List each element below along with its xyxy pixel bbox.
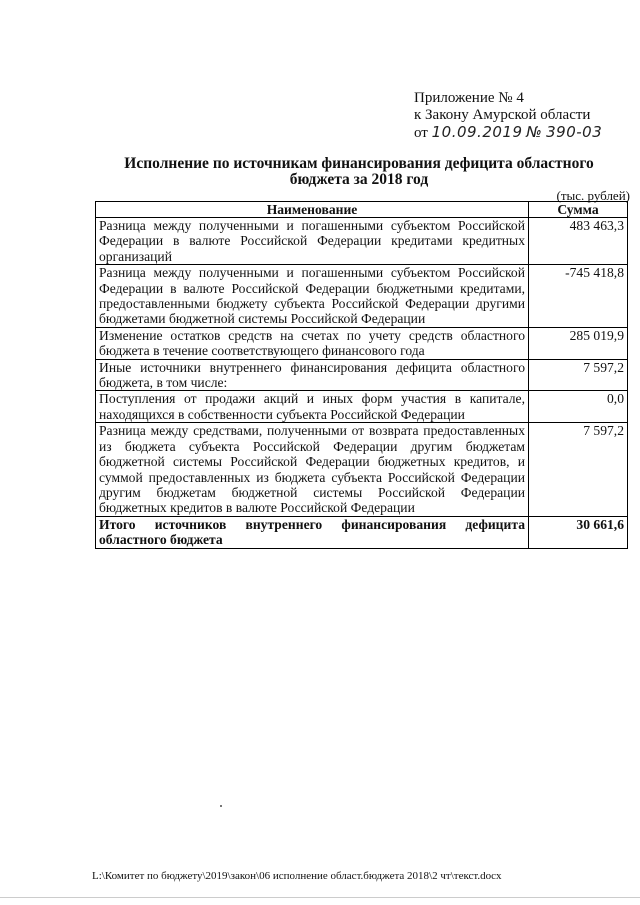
- header-amount: Сумма: [529, 202, 628, 218]
- row-name: Изменение остатков средств на счетах по учету средств областного бюджета в течение соответствующего финансового года: [96, 327, 529, 359]
- row-name: Разница между полученными и погашенными субъектом Российской Федерации в валюте Российской Федерации бюджетными кредитами, предоставленными бюджету субъекта Российской Федерации другими бюджетами бюджетной системы Российской Федерации: [96, 265, 529, 328]
- annex-law-reference: к Закону Амурской области: [414, 107, 591, 123]
- row-amount: 483 463,3: [529, 218, 628, 265]
- row-amount: -745 418,8: [529, 265, 628, 328]
- handwritten-date: 10.09.2019: [431, 123, 523, 141]
- header-name: Наименование: [96, 202, 529, 218]
- annex-block: [414, 90, 629, 142]
- total-row: [96, 516, 628, 548]
- row-name: Поступления от продажи акций и иных форм участия в капитале, находящихся в собственности субъекта Российской Федерации: [96, 391, 529, 423]
- row-name: Разница между средствами, полученными от возврата предоставленных из бюджета субъекта Российской Федерации другим бюджетам бюджетной системы Российской Федерации бюджетных кредитов, и суммой предоставленных из бюджета субъекта Российской Федерации другим бюджетам бюджетной системы Российской Федерации бюджетных кредитов в валюте Российской Федерации: [96, 423, 529, 516]
- file-path-footer: L:\Комитет по бюджету\2019\закон\06 исполнение област.бюджета 2018\2 чт\текст.docx: [92, 870, 502, 882]
- table-row: [96, 265, 628, 328]
- handwritten-number-sign: №: [526, 123, 543, 141]
- annex-date-prefix: от: [414, 125, 428, 141]
- annex-number: Приложение № 4: [414, 90, 524, 106]
- financing-table: [95, 201, 628, 549]
- table-row: [96, 218, 628, 265]
- row-amount: 285 019,9: [529, 327, 628, 359]
- handwritten-law-number: 390-03: [546, 123, 603, 141]
- row-amount: 0,0: [529, 391, 628, 423]
- table-header-row: [96, 202, 628, 218]
- scan-edge-line: [0, 897, 640, 898]
- total-name: Итого источников внутреннего финансирования дефицита областного бюджета: [96, 516, 529, 548]
- row-name: Разница между полученными и погашенными субъектом Российской Федерации в валюте Российской Федерации кредитами кредитных организаций: [96, 218, 529, 265]
- scan-speck: [220, 805, 222, 807]
- table-row: [96, 391, 628, 423]
- document-title: Исполнение по источникам финансирования дефицита областного бюджета за 2018 год: [124, 155, 594, 188]
- table-row: [96, 359, 628, 391]
- row-amount: 7 597,2: [529, 359, 628, 391]
- table-row: [96, 327, 628, 359]
- total-amount: 30 661,6: [529, 516, 628, 548]
- units-note: (тыс. рублей): [556, 188, 630, 203]
- row-amount: 7 597,2: [529, 423, 628, 516]
- row-name: Иные источники внутреннего финансирования дефицита областного бюджета, в том числе:: [96, 359, 529, 391]
- annex-date-line: [414, 124, 629, 142]
- table-row: [96, 423, 628, 516]
